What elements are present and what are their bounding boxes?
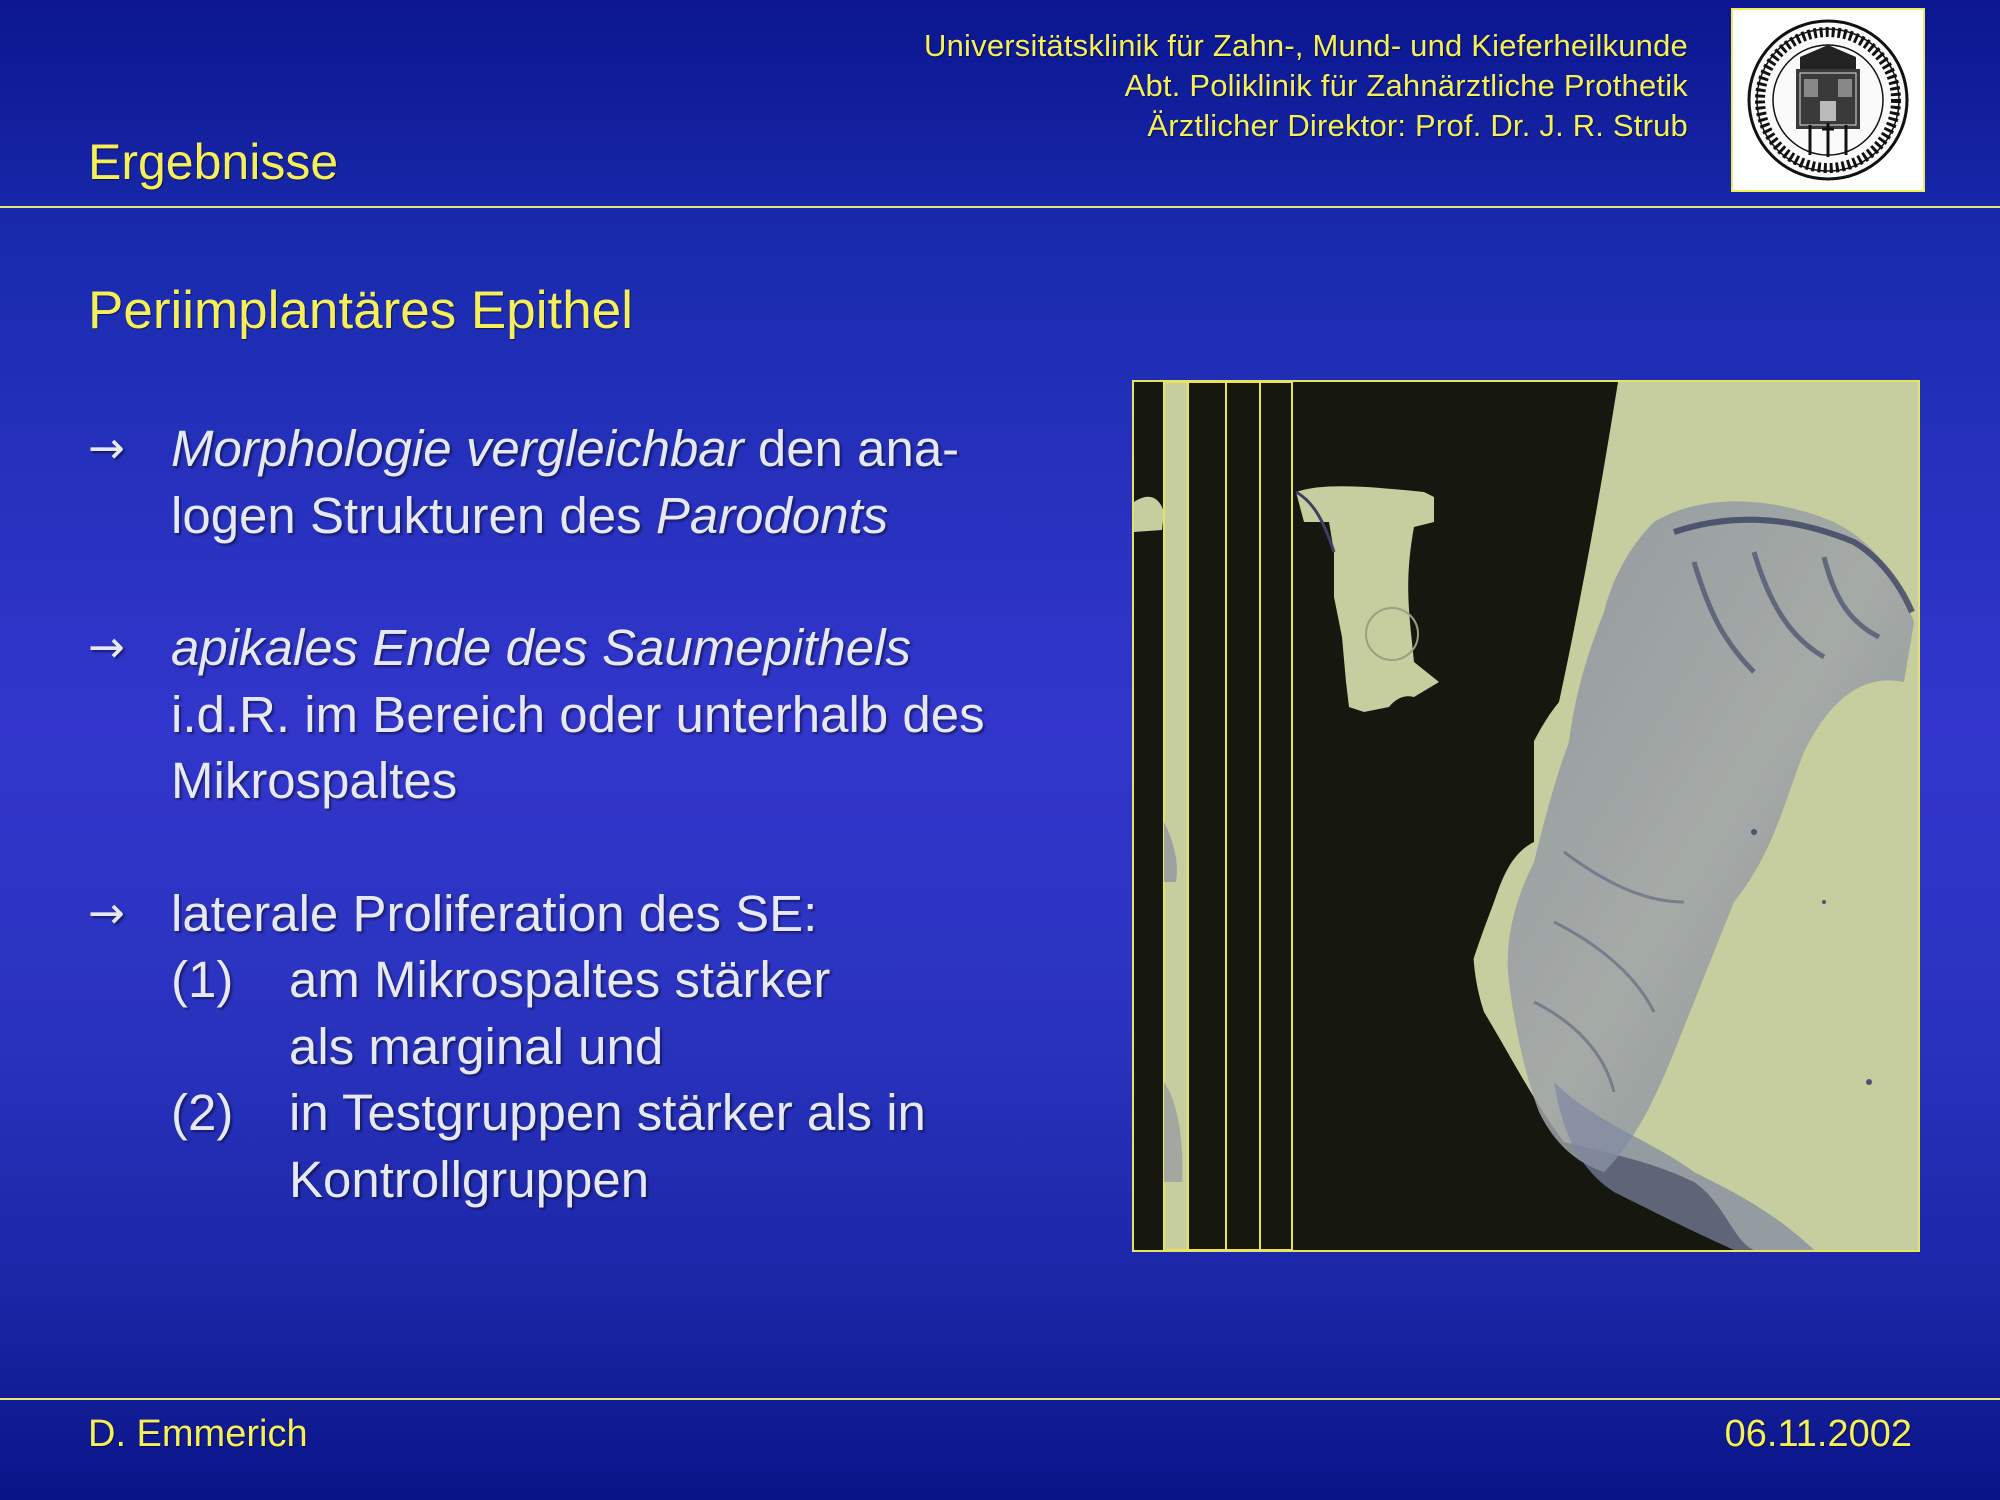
footer-author: D. Emmerich [88, 1413, 308, 1455]
histology-image [1132, 380, 1920, 1252]
bullet-morphology [88, 416, 1088, 549]
emphasis-text: apikales Ende des Saumepithels [171, 619, 911, 676]
arrow-right-icon: → [88, 423, 125, 474]
emphasis-text: Morphologie vergleichbar [171, 420, 744, 477]
institution-header [924, 26, 1688, 146]
bullet-apical-end [88, 615, 1088, 815]
numbered-item [171, 1080, 1088, 1213]
header-line-director: Ärztlicher Direktor: Prof. Dr. J. R. Strub [1147, 108, 1688, 143]
university-seal-logo [1731, 8, 1925, 192]
item-text: Kontrollgruppen [289, 1150, 650, 1208]
bullet-text: i.d.R. im Bereich oder unterhalb des [171, 685, 985, 743]
bullet-text: laterale Proliferation des SE: [171, 884, 818, 942]
section-title: Ergebnisse [88, 134, 339, 190]
bullet-line [171, 416, 1088, 483]
arrow-right-icon: → [88, 887, 125, 939]
slide-subtitle: Periimplantäres Epithel [88, 281, 633, 340]
footer-divider [0, 1398, 2000, 1400]
header-line-department: Abt. Poliklinik für Zahnärztliche Prothetik [1124, 68, 1688, 103]
header-line-clinic: Universitätsklinik für Zahn-, Mund- und Kieferheilkunde [924, 28, 1688, 63]
item-text: als marginal und [289, 1017, 664, 1075]
header-divider [0, 206, 2000, 208]
bullet-text: Mikrospaltes [171, 752, 458, 809]
histology-micrograph-icon [1134, 382, 1918, 1250]
item-number: (2) [171, 1084, 234, 1141]
bullet-text: den ana- [743, 420, 960, 477]
footer-date: 06.11.2002 [1724, 1413, 1912, 1455]
numbered-item [171, 947, 1088, 1080]
item-text: am Mikrospaltes stärker [289, 951, 831, 1008]
arrow-right-icon: → [88, 622, 125, 673]
bullet-list [88, 416, 1088, 1213]
item-text: in Testgruppen stärker als in [289, 1084, 926, 1141]
university-seal-icon [1740, 17, 1916, 183]
bullet-lateral-proliferation [88, 881, 1088, 1214]
bullet-line [171, 483, 1088, 550]
bullet-text: logen Strukturen des [171, 486, 656, 544]
emphasis-text: Parodonts [655, 486, 889, 544]
item-number: (1) [171, 951, 234, 1008]
